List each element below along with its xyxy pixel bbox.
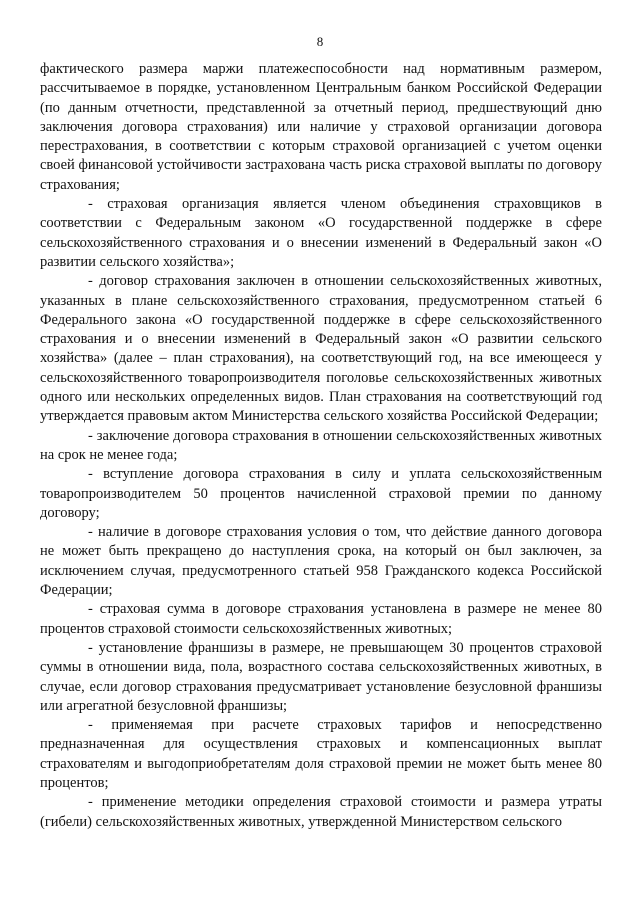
- paragraph-premium-share: - применяемая при расчете страховых тарифов и непосредственно предназначенная для осуществления страховых и компенсационных выплат страхователям и выгодоприобретателям доля страховой премии не может быть менее 80 процентов;: [40, 717, 602, 791]
- paragraph-union-membership: - страховая организация является членом объединения страховщиков в соответствии с Федеральным законом «О государственной поддержке в сфере сельскохозяйственного страхования и о внесении изменений в Федеральный закон «О развитии сельского хозяйства»;: [40, 196, 602, 270]
- paragraph-premium-payment: - вступление договора страхования в силу и уплата сельскохозяйственным товаропроизводителем 50 процентов начисленной страховой премии по данному договору;: [40, 466, 602, 521]
- paragraph-valuation-methodology: - применение методики определения страховой стоимости и размера утраты (гибели) сельскохозяйственных животных, утвержденной Министерством сельского: [40, 794, 602, 830]
- paragraph-margin-continuation: фактического размера маржи платежеспособности над нормативным размером, рассчитываемое в порядке, установленном Центральным банком Российской Федерации (по данным отчетности, представленной за отчетный период, предшествующий дню заключения договора страхования) или наличие у страховой организации договора перестрахования, в соответствии с которым страховой организацией с учетом оценки своей финансовой устойчивости застрахована часть риска страховой выплаты по договору страхования;: [40, 61, 602, 193]
- paragraph-contract-term: - заключение договора страхования в отношении сельскохозяйственных животных на срок не менее года;: [40, 427, 602, 463]
- paragraph-deductible: - установление франшизы в размере, не превышающем 30 процентов страховой суммы в отношении вида, пола, возрастного состава сельскохозяйственных животных, в случае, если договор страхования предусматривает установление безусловной франшизы или агрегатной безусловной франшизы;: [40, 639, 602, 714]
- body-text: [40, 60, 602, 832]
- page-number: 8: [316, 34, 324, 49]
- paragraph-sum-insured: - страховая сумма в договоре страхования установлена в размере не менее 80 процентов страховой стоимости сельскохозяйственных животных;: [40, 601, 602, 637]
- paragraph-insurance-plan: - договор страхования заключен в отношении сельскохозяйственных животных, указанных в плане сельскохозяйственного страхования, предусмотренном статьей 6 Федерального закона «О государственной поддержке в сфере сельскохозяйственного страхования и о внесении изменений в Федеральный закон «О развитии сельского хозяйства» (далее – план страхования), на соответствующий год, на все имеющееся у сельскохозяйственного товаропроизводителя поголовье сельскохозяйственных животных одного или нескольких определенных видов. План страхования на соответствующий год утверждается правовым актом Министерства сельского хозяйства Российской Федерации;: [40, 273, 602, 425]
- paragraph-termination-condition: - наличие в договоре страхования условия о том, что действие данного договора не может быть прекращено до наступления срока, на который он был заключен, за исключением случая, предусмотренного статьей 958 Гражданского кодекса Российской Федерации;: [40, 524, 602, 599]
